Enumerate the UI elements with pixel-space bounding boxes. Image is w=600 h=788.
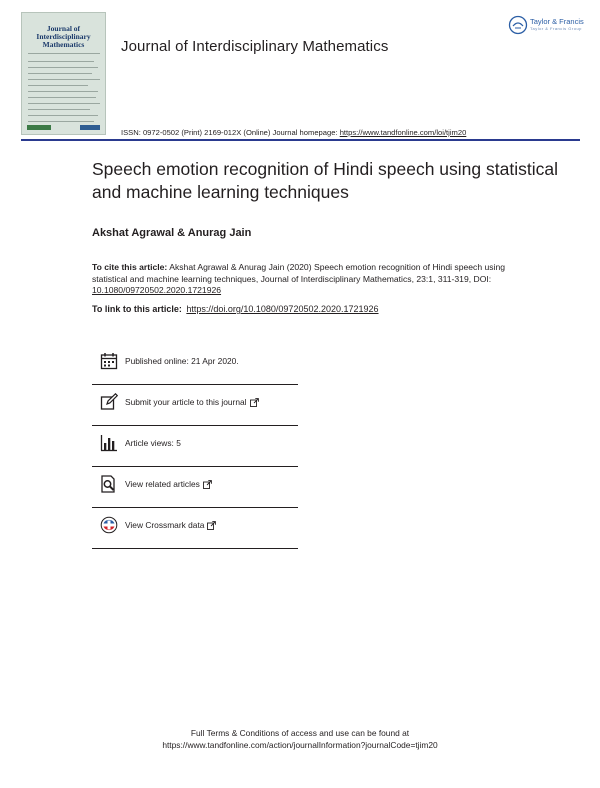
terms-text: Full Terms & Conditions of access and use can be found at [190,728,410,738]
cover-publisher-logo-left [27,125,51,130]
header-divider [21,139,580,141]
related-articles-row[interactable] [92,467,298,508]
terms-footer [0,727,600,751]
cover-publisher-logo-right [80,125,100,130]
submit-article-link[interactable]: Submit your article to this journal [125,397,247,407]
crossmark-row[interactable] [92,508,298,549]
article-views-row [92,426,298,467]
doi-link[interactable]: 10.1080/09720502.2020.1721926 [92,285,222,295]
cite-label: To cite this article: [92,262,168,272]
calendar-icon [100,352,118,370]
article-info-list [92,344,298,549]
journal-title: Journal of Interdisciplinary Mathematics [121,38,389,55]
journal-information-link[interactable]: https://www.tandfonline.com/action/journalInformation?journalCode=tjim20 [162,740,438,750]
link-label: To link to this article: [92,304,182,314]
search-document-icon [100,475,118,493]
cover-title: Journal of Interdisciplinary Mathematics [36,24,91,49]
external-link-icon [250,398,259,407]
citation-block [92,262,512,297]
cite-text: Akshat Agrawal & Anurag Jain (2020) Speech emotion recognition of Hindi speech using statistical and machine learning techniques, Journal of Interdisciplinary Mathematics, 23:1, 311-319, DOI: [92,262,506,284]
journal-homepage-link[interactable]: https://www.tandfonline.com/loi/tjim20 [339,128,467,137]
article-views-count: Article views: 5 [125,438,181,448]
external-link-icon [203,480,212,489]
submit-article-row[interactable] [92,385,298,426]
article-link-block [92,304,379,314]
publisher-logo-text: Taylor & Francis [530,17,584,26]
publisher-logo-icon [508,15,528,35]
published-row [92,344,298,385]
publisher-logo [508,14,586,38]
journal-cover-thumbnail [21,12,106,135]
external-link-icon [207,521,216,530]
related-articles-link[interactable]: View related articles [125,479,200,489]
article-authors: Akshat Agrawal & Anurag Jain [92,227,252,239]
crossmark-icon [100,516,118,534]
issn-text: ISSN: 0972-0502 (Print) 2169-012X (Online) Journal homepage: [121,128,338,137]
publisher-logo-subtext: Taylor & Francis Group [530,26,582,31]
crossmark-link[interactable]: View Crossmark data [125,520,205,530]
article-doi-url-link[interactable]: https://doi.org/10.1080/09720502.2020.1721926 [186,304,379,314]
bar-chart-icon [100,434,118,452]
pencil-edit-icon [100,393,118,411]
published-date: Published online: 21 Apr 2020. [125,356,239,366]
issn-line [121,128,466,137]
article-title: Speech emotion recognition of Hindi speech using statistical and machine learning techniques [92,159,558,202]
